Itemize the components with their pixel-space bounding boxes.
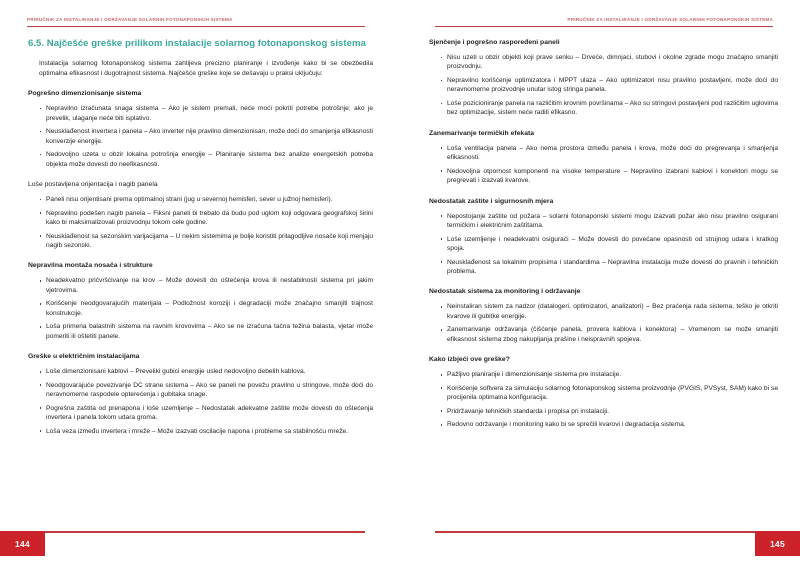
list-item: Neusklađenost sa sezonskim varijacijama – U nekim sistemima je bolje koristiti prilagodljive nosače koji menjaju nagib sezonski. <box>39 232 373 251</box>
list-item: Pažljivo planiranje i dimenzionisanje sistema pre instalacije. <box>440 370 778 379</box>
list-item: Loše pozicioniranje panela na različitim krovnim površinama – Ako su stringovi postavljeni pod različitim uglovima bez optimizacije, sistem neće raditi efikasno. <box>440 99 778 118</box>
list-item: Nepravilno izračunata snaga sistema – Ako je sistem premali, neće moći pokriti potrebe potrošnje; ako je prevelik, ulaganje neće biti isplativo. <box>39 104 373 123</box>
running-header-text: PRIRUČNIK ZA INSTALIRANJE I ODRŽAVANJE SOLARNIH FOTONAPONSKIH SISTEMA <box>27 17 233 22</box>
running-header-left <box>27 16 365 30</box>
list-item: Pridržavanje tehničkih standarda i propisa pri instalaciji. <box>440 407 778 416</box>
running-header-right <box>435 16 773 30</box>
section-bullet-list <box>429 302 778 344</box>
list-item: Nisu uzeti u obzir objekti koji prave senku – Drveće, dimnjaci, stubovi i okolne zgrade mogu značajno smanjiti proizvodnju. <box>440 53 778 72</box>
list-item: Pogrešna zaštita od prenapona i loše uzemljenje – Nedostatak adekvatne zaštite može dovesti do oštećenja invertera i panela tokom udara groma. <box>39 404 373 423</box>
content-column-right <box>429 38 778 524</box>
list-item: Loša veza između invertera i mreže – Može izazvati oscilacije napona i probleme sa stabilnošću mreže. <box>39 427 373 436</box>
section-bullet-list <box>429 212 778 277</box>
page-right <box>400 0 800 566</box>
list-item: Nepravilno podešen nagib panela – Fiksni paneli bi trebalo da budu pod uglom koji odgovara geografskoj širini kako bi maksimalizovali proizvodnju tokom cele godine. <box>39 209 373 228</box>
list-item: Neusklađenost sa lokalnim propisima i standardima – Nepravilna instalacija može dovesti do pravnih i tehničkih problema. <box>440 258 778 277</box>
section-heading: Kako izbjeći ove greške? <box>429 356 510 364</box>
list-item: Nepravilno korišćenje optimizatora i MPPT ulaza – Ako optimizatori nisu pravilno postavljeni, može doći do neravnomerne proizvodnje unutar istog stringa panela. <box>440 76 778 95</box>
list-item: Zanemarivanje održavanja (čišćenje panela, provera kablova i konektora) – Vremenom se može smanjiti efikasnost sistema zbog nakupljanja prašine i neispravnih spojeva. <box>440 325 778 344</box>
section-heading: Zanemarivanje termičkih efekata <box>429 129 535 137</box>
section-bullet-list <box>429 144 778 186</box>
section-bullet-list <box>28 367 373 436</box>
list-item: Neadekvatno pričvršćivanje na krov – Može dovesti do oštećenja krova ili nestabilnosti sistema pri jakim vjetrovima. <box>39 276 373 295</box>
list-item: Nepostojanje zaštite od požara – solarni fotonaponski sistemi mogu izazvati požar ako nisu pravilno osigurani termičkim i električnim zaštitama. <box>440 212 778 231</box>
section-heading: Greške u električnim instalacijama <box>28 353 140 361</box>
list-item: Neodgovarajuće povezivanje DC strane sistema – Ako se paneli ne povežu pravilno u stringove, može doći do neravnomerne raspodele opterećenja i gubitaka snage. <box>39 381 373 400</box>
footer-rule-right <box>435 531 778 533</box>
section-heading: Loše postavljena orijentacija i nagib panela <box>28 181 158 188</box>
page-number-right: 145 <box>755 531 800 556</box>
list-item: Loše uzemljenje i neadekvatni osigurači – Može dovesti do povećane opasnosti od strujnog udara i kratkog spoja. <box>440 235 778 254</box>
section-bullet-list <box>28 276 373 341</box>
list-item: Nedovoljna otpornost komponenti na visoke temperature – Nepravilno izabrani kablovi i konektori mogu se pregrevati i izazvati kvarove. <box>440 167 778 186</box>
footer-rule-left <box>22 531 365 533</box>
section-heading: Sjenčenje i pogrešno raspoređeni paneli <box>429 39 560 46</box>
list-item: Nedovoljno uzeta u obzir lokalna potrošnja energije – Planiranje sistema bez analize energetskih potreba objekta može dovesti do neefikasnosti. <box>39 150 373 169</box>
section-heading: Nedostatak sistema za monitoring i održavanje <box>429 288 581 296</box>
content-column-left <box>28 38 373 524</box>
list-item: Loša ventilacija panela – Ako nema prostora između panela i krova, može doći do pregrevanja i smanjenja efikasnosti. <box>440 144 778 163</box>
section-bullet-list <box>429 370 778 430</box>
list-item: Korišćenje softvera za simulaciju solarnog fotonaponskog sistema proizvodnje (PVGIS, PVSyst, SAM) kako bi se procijenila optimalna konfiguracija. <box>440 384 778 403</box>
running-header-text: PRIRUČNIK ZA INSTALIRANJE I ODRŽAVANJE SOLARNIH FOTONAPONSKIH SISTEMA <box>567 17 773 22</box>
list-item: Loša primena balastnih sistema na ravnim krovovima – Ako se ne izračuna tačna težina balasta, vjetar može pomeriti ili oštetiti panele. <box>39 322 373 341</box>
section-heading: Nepravilna montaža nosača i strukture <box>28 262 153 270</box>
section-bullet-list <box>28 104 373 169</box>
list-item: Paneli nisu orijentisani prema optimalnoj strani (jug u severnoj hemisferi, sever u južnoj hemisferi). <box>39 195 373 204</box>
section-heading: Nedostatak zaštite i sigurnosnih mjera <box>429 197 554 205</box>
running-header-rule <box>435 26 773 28</box>
intro-paragraph: Instalacija solarnog fotonaponskog sistema zahtijeva precizno planiranje i izvođenje kako bi se obezbedila optimalna efikasnost i dugotrajnost sistema. Najčešće greške koje se dešavaju u praksi uključuju: <box>39 60 373 77</box>
section-heading: Pogrešno dimenzionisanje sistema <box>28 90 142 98</box>
list-item: Loše dimenzionisani kablovi – Preveliki gubici energije usled nedovoljno debelih kablova. <box>39 367 373 376</box>
section-bullet-list <box>429 53 778 118</box>
running-header-rule <box>27 26 365 28</box>
page-title: 6.5. Najčešće greške prilikom instalacije solarnog fotonaponskog sistema <box>28 38 366 49</box>
list-item: Redovno održavanje i monitoring kako bi se sprečili kvarovi i degradacija sistema. <box>440 420 778 429</box>
list-item: Neusklađenost invertera i panela – Ako inverter nije pravilno dimenzionisan, može doći do smanjenja efikasnosti konverzije energije. <box>39 127 373 146</box>
list-item: Korišćenje neodgovarajućih materijala – Podložnost koroziji i degradaciji može značajno smanjiti trajnost konstrukcije. <box>39 299 373 318</box>
list-item: Neinstaliran sistem za nadzor (datalogeri, optimizatori, analizatori) – Bez praćenja rada sistema, teško je otkriti kvarove ili gubitke energije. <box>440 302 778 321</box>
sections-container-left <box>28 89 373 436</box>
sections-container-right <box>429 38 778 430</box>
page-number-left: 144 <box>0 531 45 556</box>
section-bullet-list <box>28 195 373 250</box>
